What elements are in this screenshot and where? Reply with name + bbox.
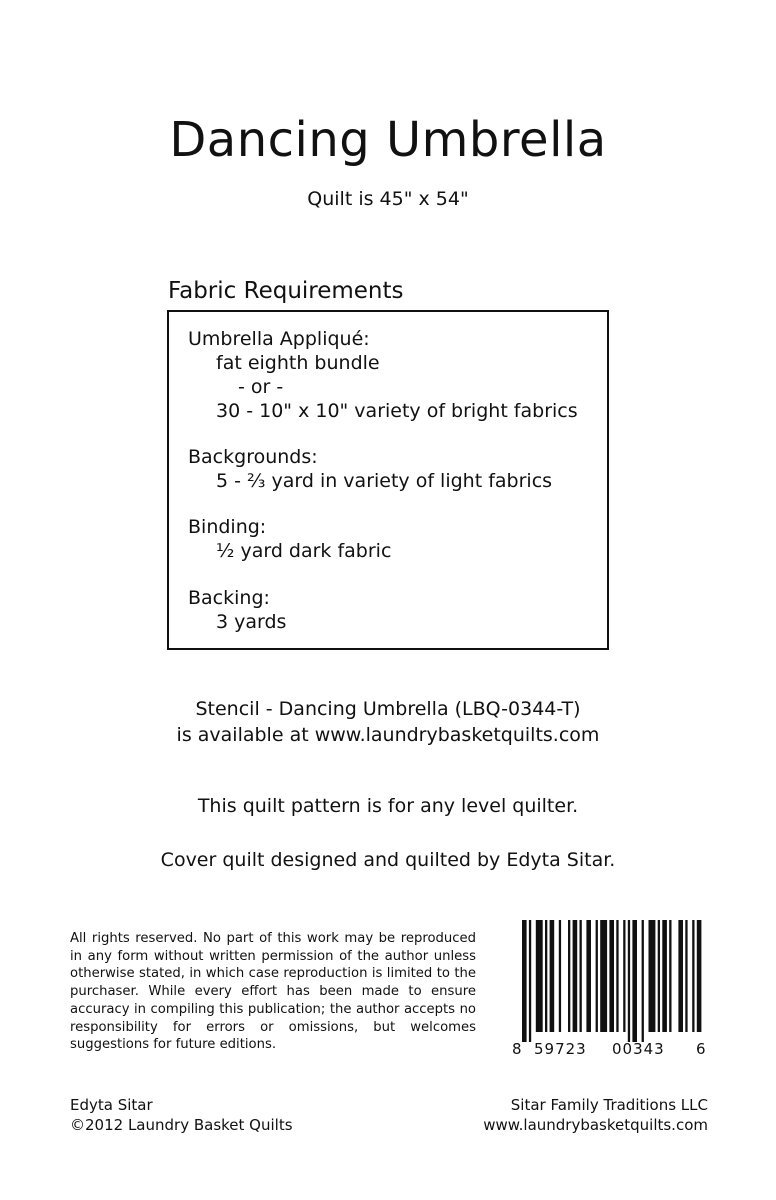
barcode-bar [658,920,660,1032]
barcode-bar [559,920,561,1032]
umbrella-applique-label: Umbrella Appliqué: [188,328,370,350]
stencil-info: Stencil - Dancing Umbrella (LBQ-0344-T) [195,698,581,720]
backgrounds-line: 5 - ⅔ yard in variety of light fabrics [216,470,553,492]
barcode-bar [662,920,667,1032]
umbrella-applique-line: 30 - 10" x 10" variety of bright fabrics [216,400,578,422]
barcode-bar [678,920,683,1032]
barcode-bar [545,920,547,1032]
barcode-digit-right: 6 [696,1040,706,1058]
barcode-digit-left: 8 [512,1040,522,1058]
footer-author: Edyta Sitar [70,1096,153,1114]
barcode-bar [632,920,637,1042]
barcode-bar [628,920,630,1042]
quilt-size: Quilt is 45" x 54" [307,188,469,210]
barcode-bar [649,920,656,1032]
barcode-bar [573,920,578,1032]
barcode-digits-group1: 59723 [534,1040,587,1058]
barcode [510,920,710,1060]
binding-line: ½ yard dark fabric [216,540,392,562]
barcode-bar [692,920,694,1032]
skill-level-note: This quilt pattern is for any level quilter. [197,795,579,817]
fabric-requirements-heading: Fabric Requirements [168,278,404,304]
footer-company: Sitar Family Traditions LLC [510,1096,708,1114]
barcode-bars [522,920,701,1042]
barcode-bar [568,920,570,1032]
barcode-bar [522,920,527,1042]
umbrella-applique-line: fat eighth bundle [216,352,380,374]
stencil-availability: is available at www.laundrybasketquilts.com [176,724,600,746]
barcode-bar [669,920,671,1032]
barcode-graphic [510,920,710,1060]
backgrounds-label: Backgrounds: [188,446,318,468]
cover-credit: Cover quilt designed and quilted by Edyta Sitar. [160,849,616,871]
umbrella-applique-line: - or - [238,376,284,398]
barcode-bar [616,920,618,1032]
backing-line: 3 yards [216,611,287,633]
footer-website[interactable]: www.laundrybasketquilts.com [483,1116,708,1134]
barcode-bar [623,920,625,1032]
barcode-bar [609,920,614,1032]
barcode-digits-group2: 00343 [612,1040,665,1058]
barcode-bar [536,920,543,1032]
backing-label: Backing: [188,587,270,609]
barcode-bar [596,920,598,1032]
legal-notice: All rights reserved. No part of this work may be reproduced in any form without written permission of the author unless otherwise stated, in which case reproduction is limited to the purchaser. While every effort has been made to ensure accuracy in compiling this publication; the author accepts no responsibility for errors or omissions, but welcomes suggestions for future editions. [70,931,476,1053]
barcode-bar [600,920,607,1032]
binding-label: Binding: [188,516,267,538]
barcode-bar [685,920,687,1032]
barcode-bar [529,920,531,1042]
barcode-bar [580,920,582,1032]
barcode-bar [697,920,702,1032]
barcode-bar [642,920,644,1042]
barcode-bar [586,920,591,1032]
barcode-bar [550,920,555,1032]
footer-copyright: ©2012 Laundry Basket Quilts [70,1116,293,1134]
pattern-title: Dancing Umbrella [169,112,607,168]
